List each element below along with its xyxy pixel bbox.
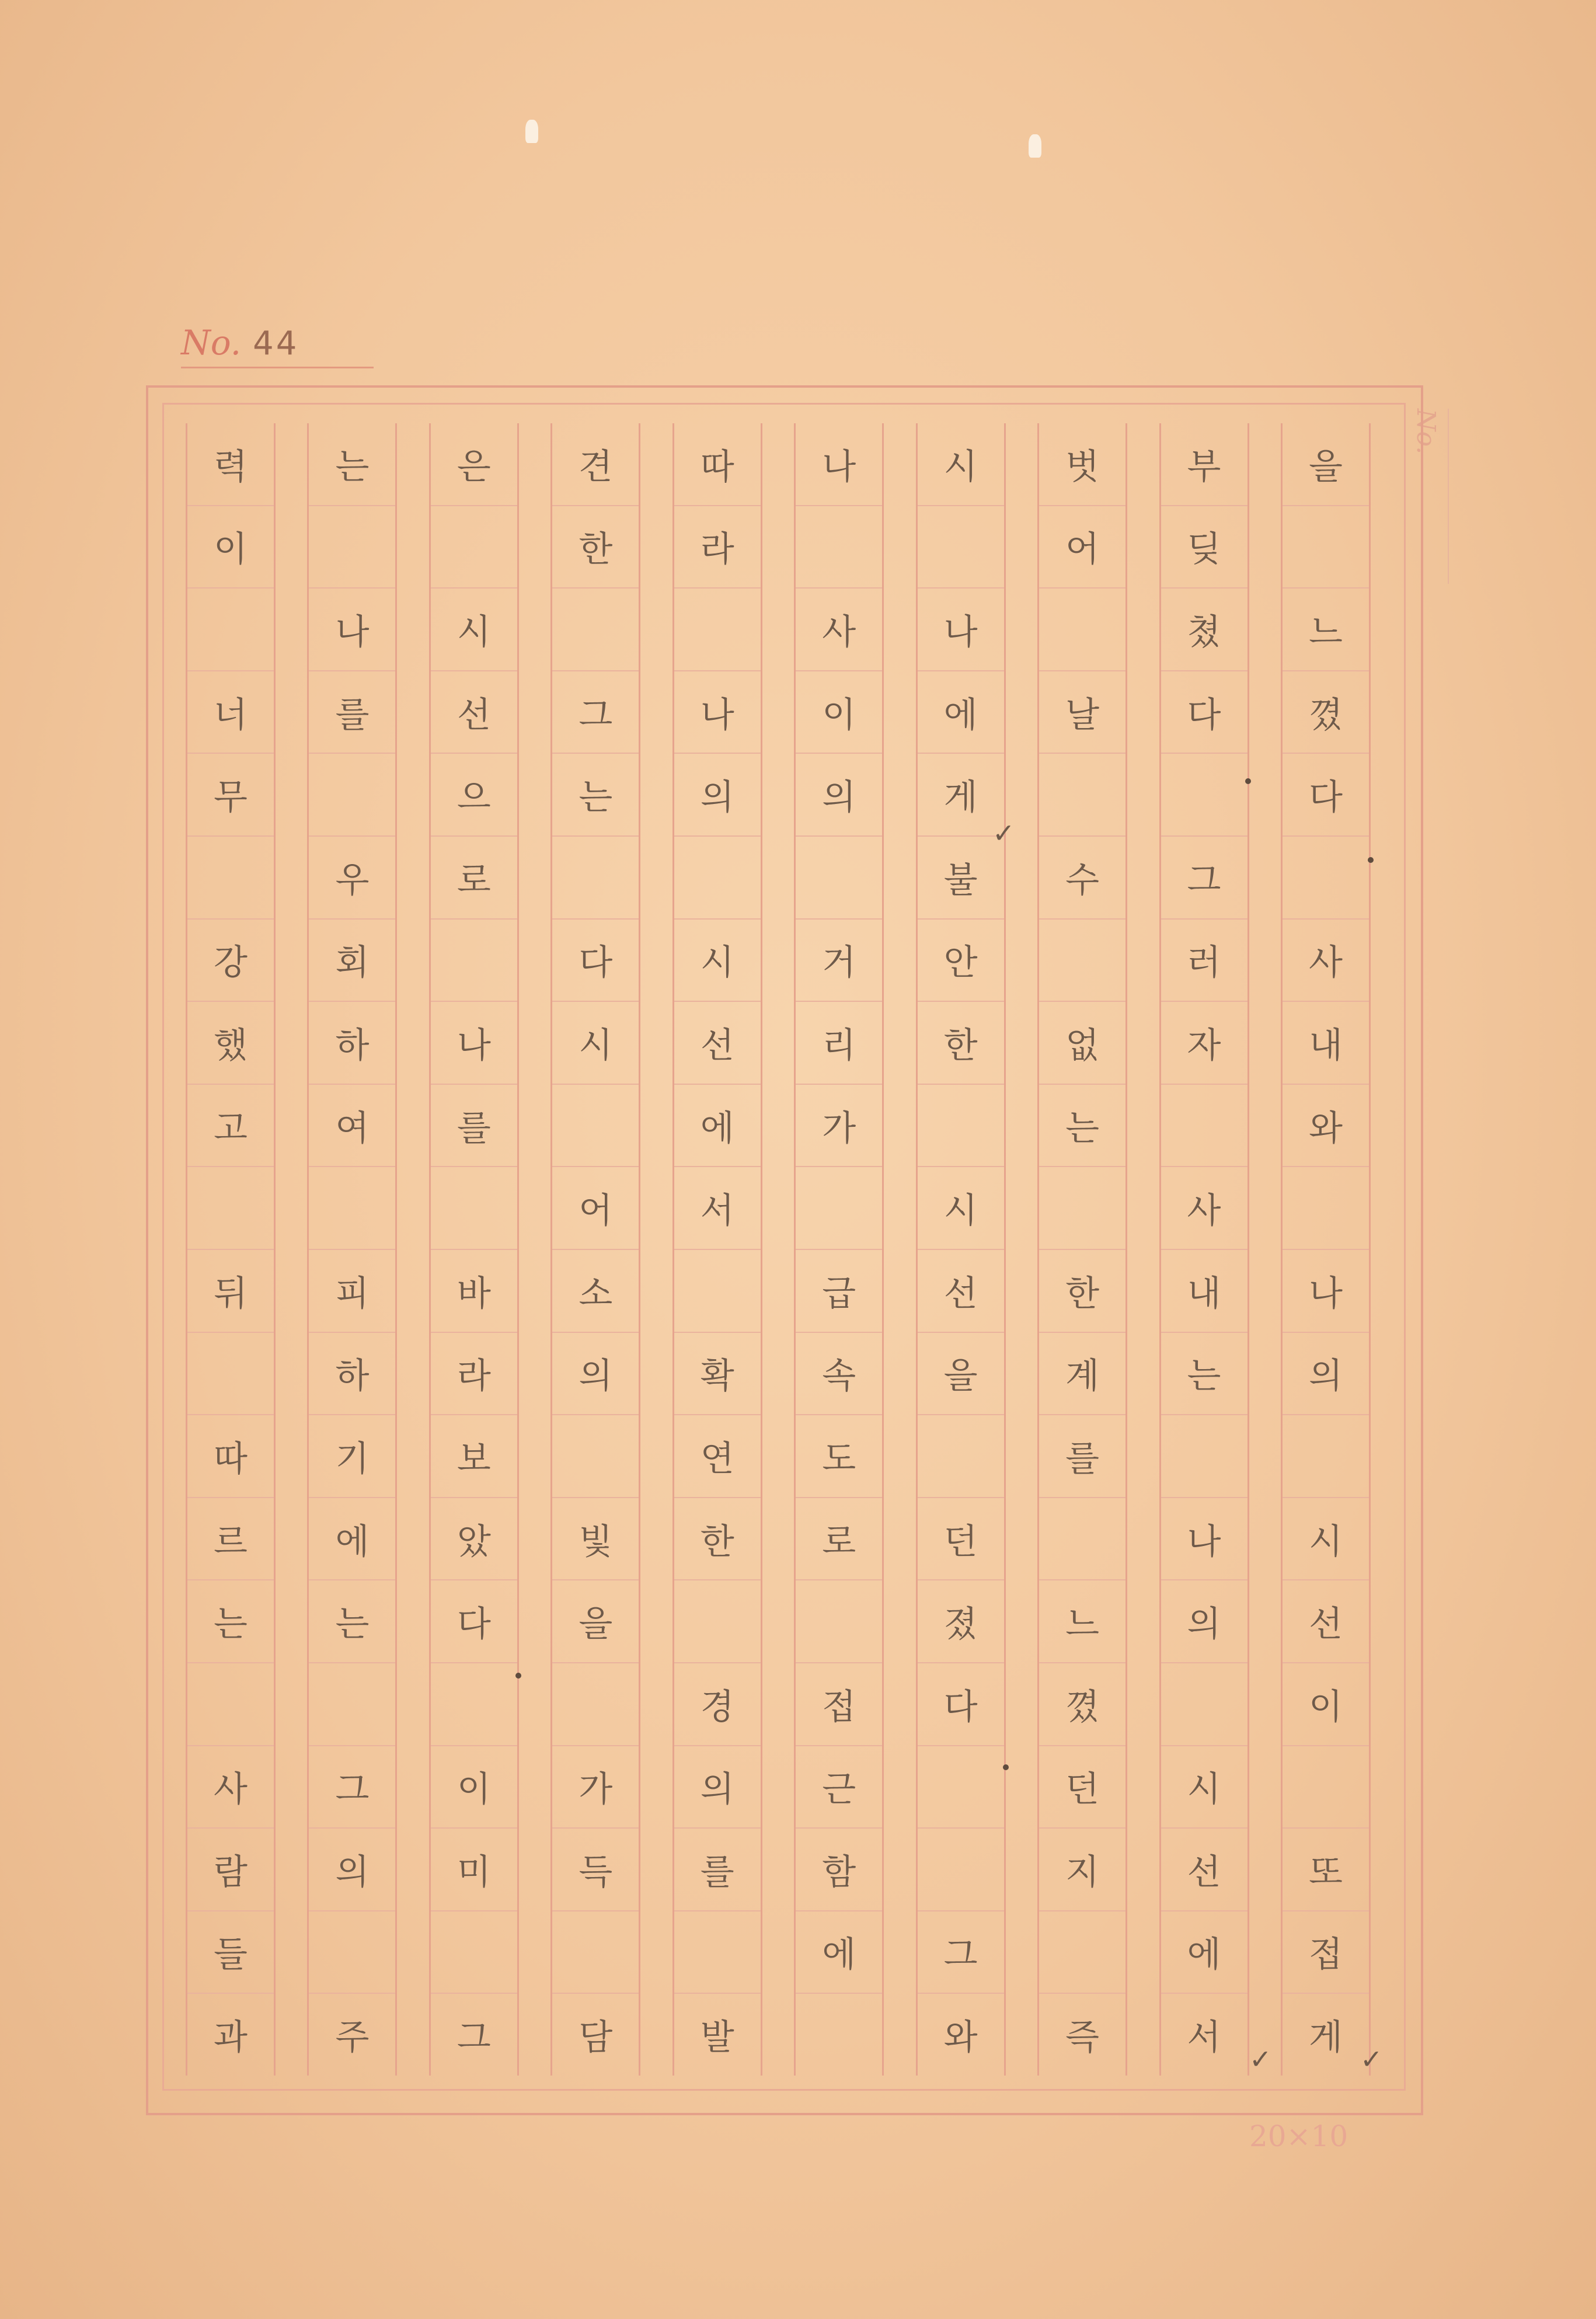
correction-tick: ✓ bbox=[1249, 2043, 1272, 2075]
grid-cell: 급 bbox=[796, 1250, 882, 1333]
grid-cell bbox=[674, 589, 761, 671]
grid-cell bbox=[187, 837, 274, 920]
grid-cell: 그 bbox=[309, 1746, 395, 1829]
grid-cell: 없 bbox=[1039, 1002, 1125, 1085]
grid-cell: 주 bbox=[335, 2017, 370, 2059]
grid-cell bbox=[552, 1085, 639, 1168]
grid-column bbox=[429, 423, 519, 2076]
grid-cell: 지 bbox=[1039, 1829, 1125, 1911]
grid-cell: 한 bbox=[552, 506, 639, 589]
grid-cell bbox=[918, 506, 1004, 589]
grid-cell: 연 bbox=[674, 1415, 761, 1498]
grid-cell: 느 bbox=[1039, 1580, 1125, 1663]
grid-cell: 꼈 bbox=[1283, 671, 1369, 754]
grid-cell: 너 bbox=[187, 671, 274, 754]
grid-cell: 이 bbox=[1283, 1663, 1369, 1746]
grid-cell bbox=[1039, 1167, 1125, 1250]
ink-dot bbox=[1245, 778, 1251, 784]
grid-cell: 한 bbox=[1039, 1250, 1125, 1333]
grid-cell: 서 bbox=[674, 1167, 761, 1250]
grid-cell: 는 bbox=[1039, 1085, 1125, 1168]
grid-cell: 뒤 bbox=[187, 1250, 274, 1333]
grid-cell: 사 bbox=[187, 1746, 274, 1829]
grid-cell bbox=[1283, 1415, 1369, 1498]
grid-cell: 라 bbox=[674, 506, 761, 589]
grid-cell: 의 bbox=[1161, 1580, 1247, 1663]
grid-cell: 속 bbox=[796, 1333, 882, 1416]
grid-cell: 했 bbox=[187, 1002, 274, 1085]
grid-cell: 는 bbox=[309, 1580, 395, 1663]
grid-cell bbox=[796, 506, 882, 589]
grid-cell bbox=[674, 1580, 761, 1663]
grid-cell: 꼈 bbox=[1039, 1663, 1125, 1746]
grid-cell: 그 bbox=[457, 2017, 491, 2059]
grid-cell bbox=[187, 1333, 274, 1416]
grid-cell: 을 bbox=[552, 1580, 639, 1663]
grid-cell bbox=[431, 506, 517, 589]
grid-cell: 다 bbox=[431, 1580, 517, 1663]
grid-cell bbox=[1283, 506, 1369, 589]
grid-cell: 과 bbox=[214, 2017, 248, 2059]
grid-cell bbox=[796, 1994, 882, 2076]
grid-cell: 근 bbox=[796, 1746, 882, 1829]
grid-cell: 담 bbox=[579, 2017, 613, 2059]
grid-cell bbox=[918, 1415, 1004, 1498]
grid-cell: 한 bbox=[674, 1498, 761, 1581]
grid-cell: 시 bbox=[552, 1002, 639, 1085]
grid-cell: 에 bbox=[309, 1498, 395, 1581]
grid-cell: 접 bbox=[796, 1663, 882, 1746]
grid-cell: 함 bbox=[796, 1829, 882, 1911]
grid-cell bbox=[431, 1167, 517, 1250]
grid-cell: 사 bbox=[796, 589, 882, 671]
grid-cell: 불 bbox=[918, 837, 1004, 920]
grid-cell: 그 bbox=[552, 671, 639, 754]
grid-cell: 자 bbox=[1161, 1002, 1247, 1085]
grid-cell: 에 bbox=[796, 1911, 882, 1994]
grid-cell: 빛 bbox=[552, 1498, 639, 1581]
grid-cell: 는 bbox=[187, 1580, 274, 1663]
grid-column bbox=[1159, 423, 1249, 2076]
grid-cell: 러 bbox=[1161, 920, 1247, 1002]
grid-cell bbox=[309, 754, 395, 837]
grid-cell: 경 bbox=[674, 1663, 761, 1746]
grid-cell: 여 bbox=[309, 1085, 395, 1168]
grid-cell bbox=[796, 1580, 882, 1663]
grid-cell bbox=[187, 589, 274, 671]
grid-cell: 견 bbox=[552, 423, 639, 506]
grid-cell bbox=[1039, 920, 1125, 1002]
grid-cell: 들 bbox=[187, 1911, 274, 1994]
grid-cell: 졌 bbox=[918, 1580, 1004, 1663]
grid-cell bbox=[796, 837, 882, 920]
grid-cell: 을 bbox=[1283, 423, 1369, 506]
grid-cell: 다 bbox=[1283, 754, 1369, 837]
grid-cell: 에 bbox=[918, 671, 1004, 754]
grid-cell: 느 bbox=[1283, 589, 1369, 671]
grid-cell: 고 bbox=[187, 1085, 274, 1168]
grid-cell: 에 bbox=[1161, 1911, 1247, 1994]
grid-cell bbox=[918, 1085, 1004, 1168]
grid-cell: 를 bbox=[1039, 1415, 1125, 1498]
grid-cell: 어 bbox=[1039, 506, 1125, 589]
grid-cell: 피 bbox=[309, 1250, 395, 1333]
grid-cell bbox=[1283, 1167, 1369, 1250]
grid-cell bbox=[1283, 837, 1369, 920]
grid-cell bbox=[309, 1663, 395, 1746]
manuscript-grid bbox=[186, 423, 1371, 2076]
grid-cell: 라 bbox=[431, 1333, 517, 1416]
grid-cell: 로 bbox=[431, 837, 517, 920]
grid-cell: 선 bbox=[1283, 1580, 1369, 1663]
grid-cell: 았 bbox=[431, 1498, 517, 1581]
grid-cell: 를 bbox=[674, 1829, 761, 1911]
grid-cell: 가 bbox=[552, 1746, 639, 1829]
grid-cell: 을 bbox=[918, 1333, 1004, 1416]
grid-cell: 선 bbox=[918, 1250, 1004, 1333]
grid-cell: 르 bbox=[187, 1498, 274, 1581]
punch-hole bbox=[525, 120, 538, 143]
grid-cell: 시 bbox=[918, 1167, 1004, 1250]
grid-cell: 사 bbox=[1283, 920, 1369, 1002]
grid-cell bbox=[309, 506, 395, 589]
grid-cell: 람 bbox=[187, 1829, 274, 1911]
grid-cell: 시 bbox=[1161, 1746, 1247, 1829]
grid-cell bbox=[1283, 1746, 1369, 1829]
grid-column bbox=[672, 423, 762, 2076]
grid-cell bbox=[1039, 754, 1125, 837]
grid-cell: 한 bbox=[918, 1002, 1004, 1085]
grid-cell: 내 bbox=[1283, 1002, 1369, 1085]
grid-cell: 게 bbox=[1308, 2017, 1343, 2059]
grid-cell: 나 bbox=[309, 589, 395, 671]
grid-cell bbox=[1161, 1415, 1247, 1498]
grid-cell: 거 bbox=[796, 920, 882, 1002]
grid-cell: 도 bbox=[796, 1415, 882, 1498]
grid-cell: 그 bbox=[1161, 837, 1247, 920]
grid-cell: 선 bbox=[431, 671, 517, 754]
grid-cell: 또 bbox=[1283, 1829, 1369, 1911]
grid-cell: 하 bbox=[309, 1333, 395, 1416]
grid-cell: 력 bbox=[187, 423, 274, 506]
grid-column bbox=[550, 423, 640, 2076]
grid-size-label: 20×10 bbox=[1249, 2119, 1348, 2153]
grid-cell: 따 bbox=[187, 1415, 274, 1498]
grid-cell: 서 bbox=[1187, 2017, 1221, 2059]
grid-cell: 확 bbox=[674, 1333, 761, 1416]
grid-cell: 발 bbox=[700, 2017, 734, 2059]
grid-cell: 던 bbox=[1039, 1746, 1125, 1829]
grid-cell: 나 bbox=[1161, 1498, 1247, 1581]
grid-cell: 나 bbox=[674, 671, 761, 754]
grid-cell: 이 bbox=[431, 1746, 517, 1829]
grid-column bbox=[1037, 423, 1127, 2076]
grid-cell: 게 bbox=[918, 754, 1004, 837]
grid-cell: 의 bbox=[674, 754, 761, 837]
ink-dot bbox=[1003, 1764, 1009, 1770]
grid-cell: 딪 bbox=[1161, 506, 1247, 589]
grid-cell: 우 bbox=[309, 837, 395, 920]
grid-cell: 나 bbox=[796, 423, 882, 506]
grid-cell bbox=[552, 1911, 639, 1994]
grid-cell bbox=[552, 837, 639, 920]
side-label: No. bbox=[1424, 409, 1449, 584]
grid-column bbox=[186, 423, 276, 2076]
grid-cell bbox=[552, 589, 639, 671]
grid-cell: 계 bbox=[1039, 1333, 1125, 1416]
grid-cell: 강 bbox=[187, 920, 274, 1002]
grid-cell: 따 bbox=[674, 423, 761, 506]
grid-cell bbox=[1039, 1498, 1125, 1581]
grid-cell: 선 bbox=[674, 1002, 761, 1085]
grid-column bbox=[307, 423, 397, 2076]
grid-cell: 날 bbox=[1039, 671, 1125, 754]
ink-dot bbox=[515, 1673, 521, 1679]
grid-cell: 기 bbox=[309, 1415, 395, 1498]
grid-cell: 리 bbox=[796, 1002, 882, 1085]
grid-cell: 시 bbox=[674, 920, 761, 1002]
grid-cell: 어 bbox=[552, 1167, 639, 1250]
grid-cell: 시 bbox=[918, 423, 1004, 506]
grid-cell: 던 bbox=[918, 1498, 1004, 1581]
grid-cell: 로 bbox=[796, 1498, 882, 1581]
grid-cell: 쳤 bbox=[1161, 589, 1247, 671]
grid-cell bbox=[796, 1167, 882, 1250]
grid-cell: 다 bbox=[552, 920, 639, 1002]
grid-cell bbox=[187, 1167, 274, 1250]
grid-cell: 선 bbox=[1161, 1829, 1247, 1911]
grid-cell: 나 bbox=[431, 1002, 517, 1085]
grid-cell: 나 bbox=[1283, 1250, 1369, 1333]
grid-cell: 무 bbox=[187, 754, 274, 837]
page-number-label: No. bbox=[181, 323, 242, 363]
grid-cell: 벗 bbox=[1039, 423, 1125, 506]
grid-cell: 나 bbox=[918, 589, 1004, 671]
grid-cell: 접 bbox=[1283, 1911, 1369, 1994]
grid-cell bbox=[674, 1250, 761, 1333]
grid-cell: 의 bbox=[309, 1829, 395, 1911]
grid-cell: 보 bbox=[431, 1415, 517, 1498]
grid-cell: 으 bbox=[431, 754, 517, 837]
grid-cell: 이 bbox=[796, 671, 882, 754]
grid-cell bbox=[431, 1911, 517, 1994]
grid-cell: 의 bbox=[1283, 1333, 1369, 1416]
grid-cell: 은 bbox=[431, 423, 517, 506]
grid-cell: 미 bbox=[431, 1829, 517, 1911]
grid-cell: 의 bbox=[552, 1333, 639, 1416]
grid-cell: 그 bbox=[918, 1911, 1004, 1994]
grid-cell: 다 bbox=[1161, 671, 1247, 754]
grid-cell: 의 bbox=[796, 754, 882, 837]
punch-hole bbox=[1029, 134, 1041, 158]
grid-cell: 득 bbox=[552, 1829, 639, 1911]
grid-cell bbox=[187, 1663, 274, 1746]
grid-cell: 를 bbox=[309, 671, 395, 754]
grid-cell bbox=[918, 1829, 1004, 1911]
grid-cell bbox=[431, 920, 517, 1002]
grid-cell bbox=[674, 837, 761, 920]
grid-cell bbox=[309, 1167, 395, 1250]
correction-tick: ✓ bbox=[992, 817, 1015, 849]
grid-cell bbox=[918, 1746, 1004, 1829]
grid-cell: 사 bbox=[1161, 1167, 1247, 1250]
page-number-value: 44 bbox=[253, 325, 299, 363]
grid-cell: 시 bbox=[1283, 1498, 1369, 1581]
grid-cell bbox=[552, 1415, 639, 1498]
grid-cell bbox=[1039, 1911, 1125, 1994]
grid-cell: 하 bbox=[309, 1002, 395, 1085]
grid-cell: 안 bbox=[918, 920, 1004, 1002]
grid-cell: 는 bbox=[309, 423, 395, 506]
grid-cell: 가 bbox=[796, 1085, 882, 1168]
grid-cell: 다 bbox=[918, 1663, 1004, 1746]
grid-cell bbox=[309, 1911, 395, 1994]
grid-cell: 바 bbox=[431, 1250, 517, 1333]
grid-cell: 소 bbox=[552, 1250, 639, 1333]
grid-cell bbox=[431, 1663, 517, 1746]
grid-cell: 는 bbox=[1161, 1333, 1247, 1416]
grid-column bbox=[1281, 423, 1371, 2076]
grid-cell: 와 bbox=[1283, 1085, 1369, 1168]
grid-cell bbox=[552, 1663, 639, 1746]
grid-cell bbox=[1161, 1663, 1247, 1746]
grid-cell: 에 bbox=[674, 1085, 761, 1168]
grid-cell bbox=[1161, 1085, 1247, 1168]
grid-cell bbox=[674, 1911, 761, 1994]
grid-cell: 를 bbox=[431, 1085, 517, 1168]
grid-cell: 와 bbox=[943, 2017, 978, 2059]
grid-cell: 부 bbox=[1161, 423, 1247, 506]
grid-cell: 내 bbox=[1161, 1250, 1247, 1333]
page-number bbox=[181, 320, 374, 368]
grid-column bbox=[916, 423, 1006, 2076]
grid-cell bbox=[1039, 589, 1125, 671]
grid-cell: 는 bbox=[552, 754, 639, 837]
correction-tick: ✓ bbox=[1360, 2043, 1383, 2075]
grid-cell: 이 bbox=[187, 506, 274, 589]
grid-column bbox=[794, 423, 884, 2076]
grid-cell: 회 bbox=[309, 920, 395, 1002]
ink-dot bbox=[1368, 857, 1374, 863]
grid-cell: 즉 bbox=[1065, 2017, 1100, 2059]
grid-cell bbox=[1161, 754, 1247, 837]
grid-cell: 수 bbox=[1039, 837, 1125, 920]
grid-cell: 시 bbox=[431, 589, 517, 671]
grid-cell: 의 bbox=[674, 1746, 761, 1829]
